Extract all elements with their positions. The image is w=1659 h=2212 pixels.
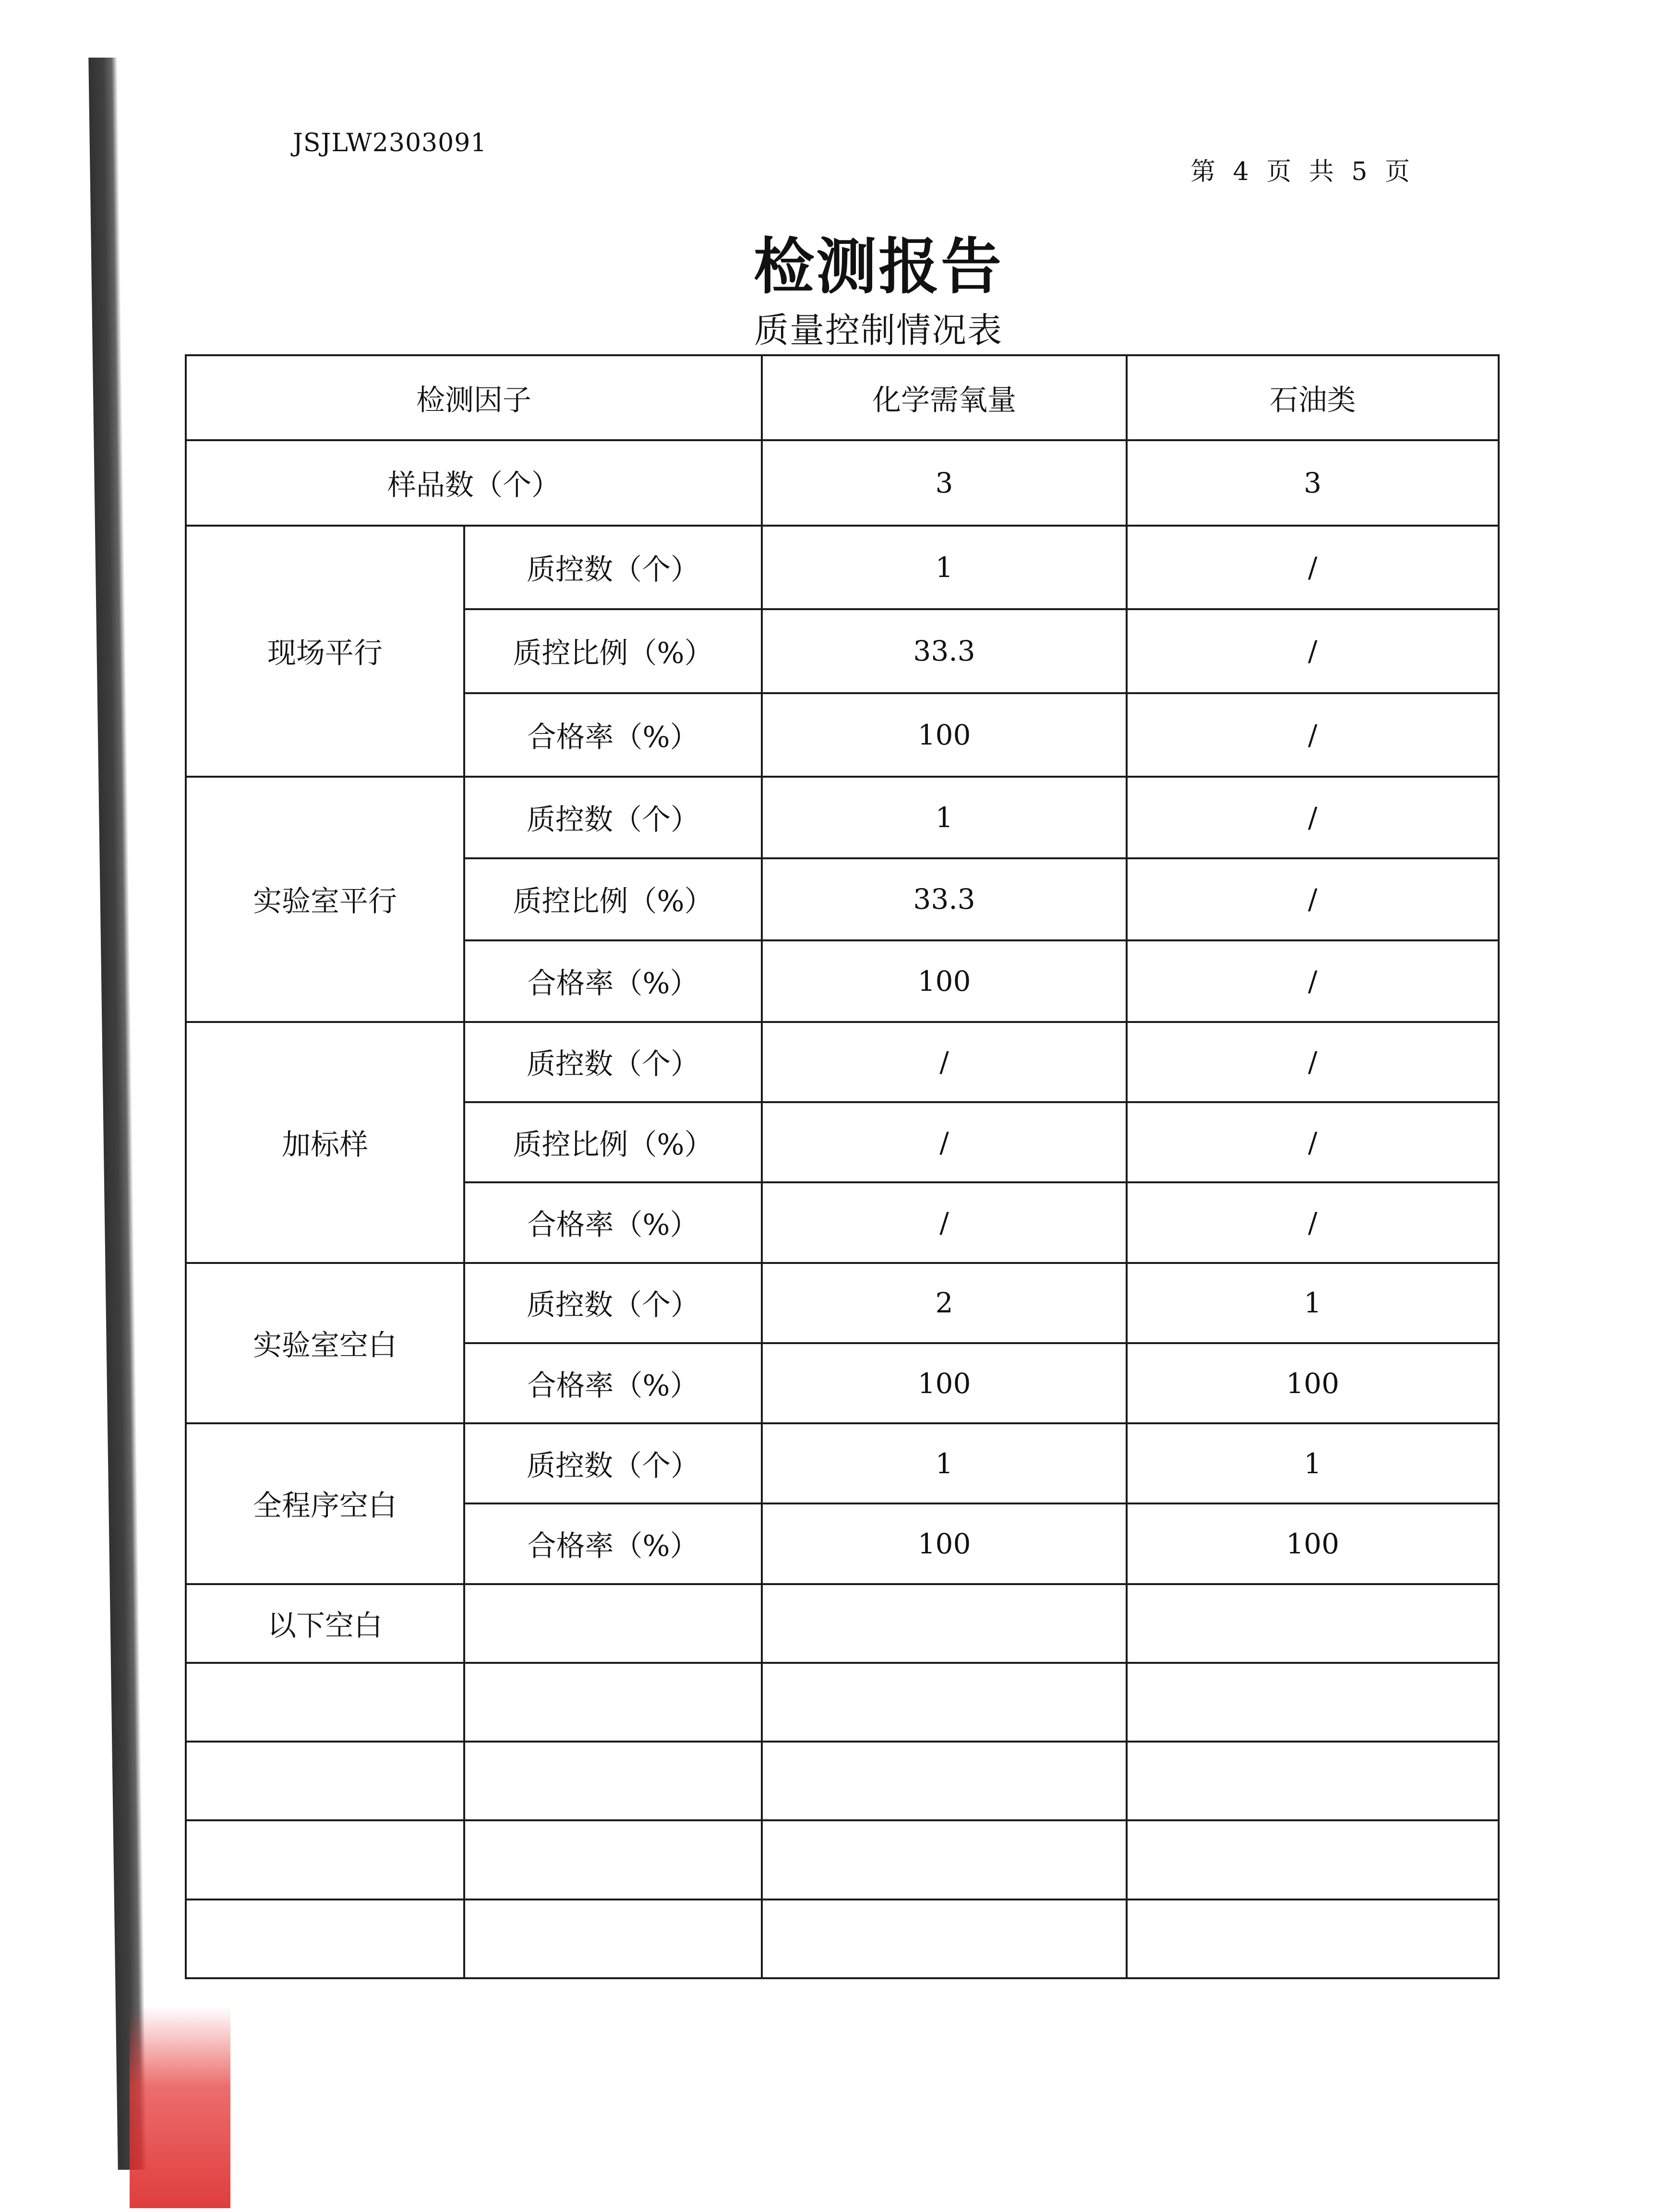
header-factor-cell: 检测因子	[186, 355, 762, 440]
value-cod: /	[762, 1022, 1127, 1102]
value-petroleum: /	[1127, 777, 1499, 858]
row-label: 质控数（个）	[464, 1022, 762, 1102]
row-label: 合格率（%）	[464, 1343, 762, 1423]
sample-count-label: 样品数（个）	[186, 440, 762, 525]
value-petroleum: 100	[1127, 1343, 1499, 1423]
table-row	[186, 1584, 1499, 1663]
row-label: 合格率（%）	[464, 1182, 762, 1262]
row-label: 质控比例（%）	[464, 609, 762, 693]
table-row	[186, 1899, 1499, 1978]
value-petroleum: /	[1127, 693, 1499, 777]
sample-count-row	[186, 440, 1499, 525]
binding-red-mark	[130, 2007, 230, 2208]
empty-cell	[1127, 1899, 1499, 1978]
report-title: 检测报告	[754, 231, 1003, 302]
value-cod: 100	[762, 940, 1127, 1022]
value-cod: 1	[762, 1423, 1127, 1503]
value-petroleum: /	[1127, 1182, 1499, 1262]
value-cod: 100	[762, 1503, 1127, 1584]
header-col-cod: 化学需氧量	[762, 355, 1127, 440]
table-row	[186, 1742, 1499, 1820]
page-indicator: 第 4 页 共 5 页	[1190, 157, 1410, 186]
empty-cell	[762, 1899, 1127, 1978]
value-cod: /	[762, 1182, 1127, 1262]
row-label: 质控数（个）	[464, 1423, 762, 1503]
empty-cell	[464, 1742, 762, 1820]
group-label: 实验室平行	[186, 777, 464, 1022]
table-row	[186, 1263, 1499, 1343]
value-cod: 33.3	[762, 858, 1127, 940]
value-cod: 33.3	[762, 609, 1127, 693]
value-petroleum: 1	[1127, 1263, 1499, 1343]
document-id: JSJLW2303091	[293, 129, 487, 157]
value-petroleum: /	[1127, 858, 1499, 940]
row-label: 合格率（%）	[464, 693, 762, 777]
row-label: 质控比例（%）	[464, 1102, 762, 1182]
empty-cell	[464, 1663, 762, 1742]
group-label: 现场平行	[186, 526, 464, 777]
row-label: 合格率（%）	[464, 1503, 762, 1584]
table-header-row	[186, 355, 1499, 440]
empty-cell	[186, 1899, 464, 1978]
value-cod: /	[762, 1102, 1127, 1182]
value-petroleum: /	[1127, 526, 1499, 609]
empty-cell	[464, 1584, 762, 1663]
empty-cell	[186, 1663, 464, 1742]
blank-note: 以下空白	[186, 1584, 464, 1663]
table-row	[186, 1663, 1499, 1742]
empty-cell	[186, 1820, 464, 1899]
value-cod: 100	[762, 1343, 1127, 1423]
empty-cell	[186, 1742, 464, 1820]
group-label: 加标样	[186, 1022, 464, 1263]
empty-cell	[1127, 1742, 1499, 1820]
value-petroleum: /	[1127, 940, 1499, 1022]
value-petroleum: 1	[1127, 1423, 1499, 1503]
group-label: 实验室空白	[186, 1263, 464, 1424]
table-subtitle: 质量控制情况表	[754, 310, 1003, 350]
value-cod: 2	[762, 1263, 1127, 1343]
value-cod: 100	[762, 693, 1127, 777]
empty-cell	[762, 1820, 1127, 1899]
value-cod: 1	[762, 526, 1127, 609]
value-petroleum: 100	[1127, 1503, 1499, 1584]
row-label: 质控数（个）	[464, 1263, 762, 1343]
value-petroleum: /	[1127, 1102, 1499, 1182]
empty-cell	[1127, 1820, 1499, 1899]
row-label: 质控比例（%）	[464, 858, 762, 940]
quality-control-table	[185, 354, 1500, 1979]
row-label: 合格率（%）	[464, 940, 762, 1022]
table-row	[186, 777, 1499, 858]
table-row	[186, 1423, 1499, 1503]
table-row	[186, 1820, 1499, 1899]
empty-cell	[1127, 1663, 1499, 1742]
row-label: 质控数（个）	[464, 777, 762, 858]
value-petroleum: /	[1127, 1022, 1499, 1102]
table-row	[186, 526, 1499, 609]
row-label: 质控数（个）	[464, 526, 762, 609]
sample-count-petroleum: 3	[1127, 440, 1499, 525]
empty-cell	[1127, 1584, 1499, 1663]
sample-count-cod: 3	[762, 440, 1127, 525]
empty-cell	[762, 1663, 1127, 1742]
empty-cell	[762, 1584, 1127, 1663]
value-cod: 1	[762, 777, 1127, 858]
empty-cell	[464, 1899, 762, 1978]
empty-cell	[762, 1742, 1127, 1820]
header-col-petroleum: 石油类	[1127, 355, 1499, 440]
value-petroleum: /	[1127, 609, 1499, 693]
empty-cell	[464, 1820, 762, 1899]
binding-shadow	[88, 58, 146, 2170]
group-label: 全程序空白	[186, 1423, 464, 1584]
table-row	[186, 1022, 1499, 1102]
